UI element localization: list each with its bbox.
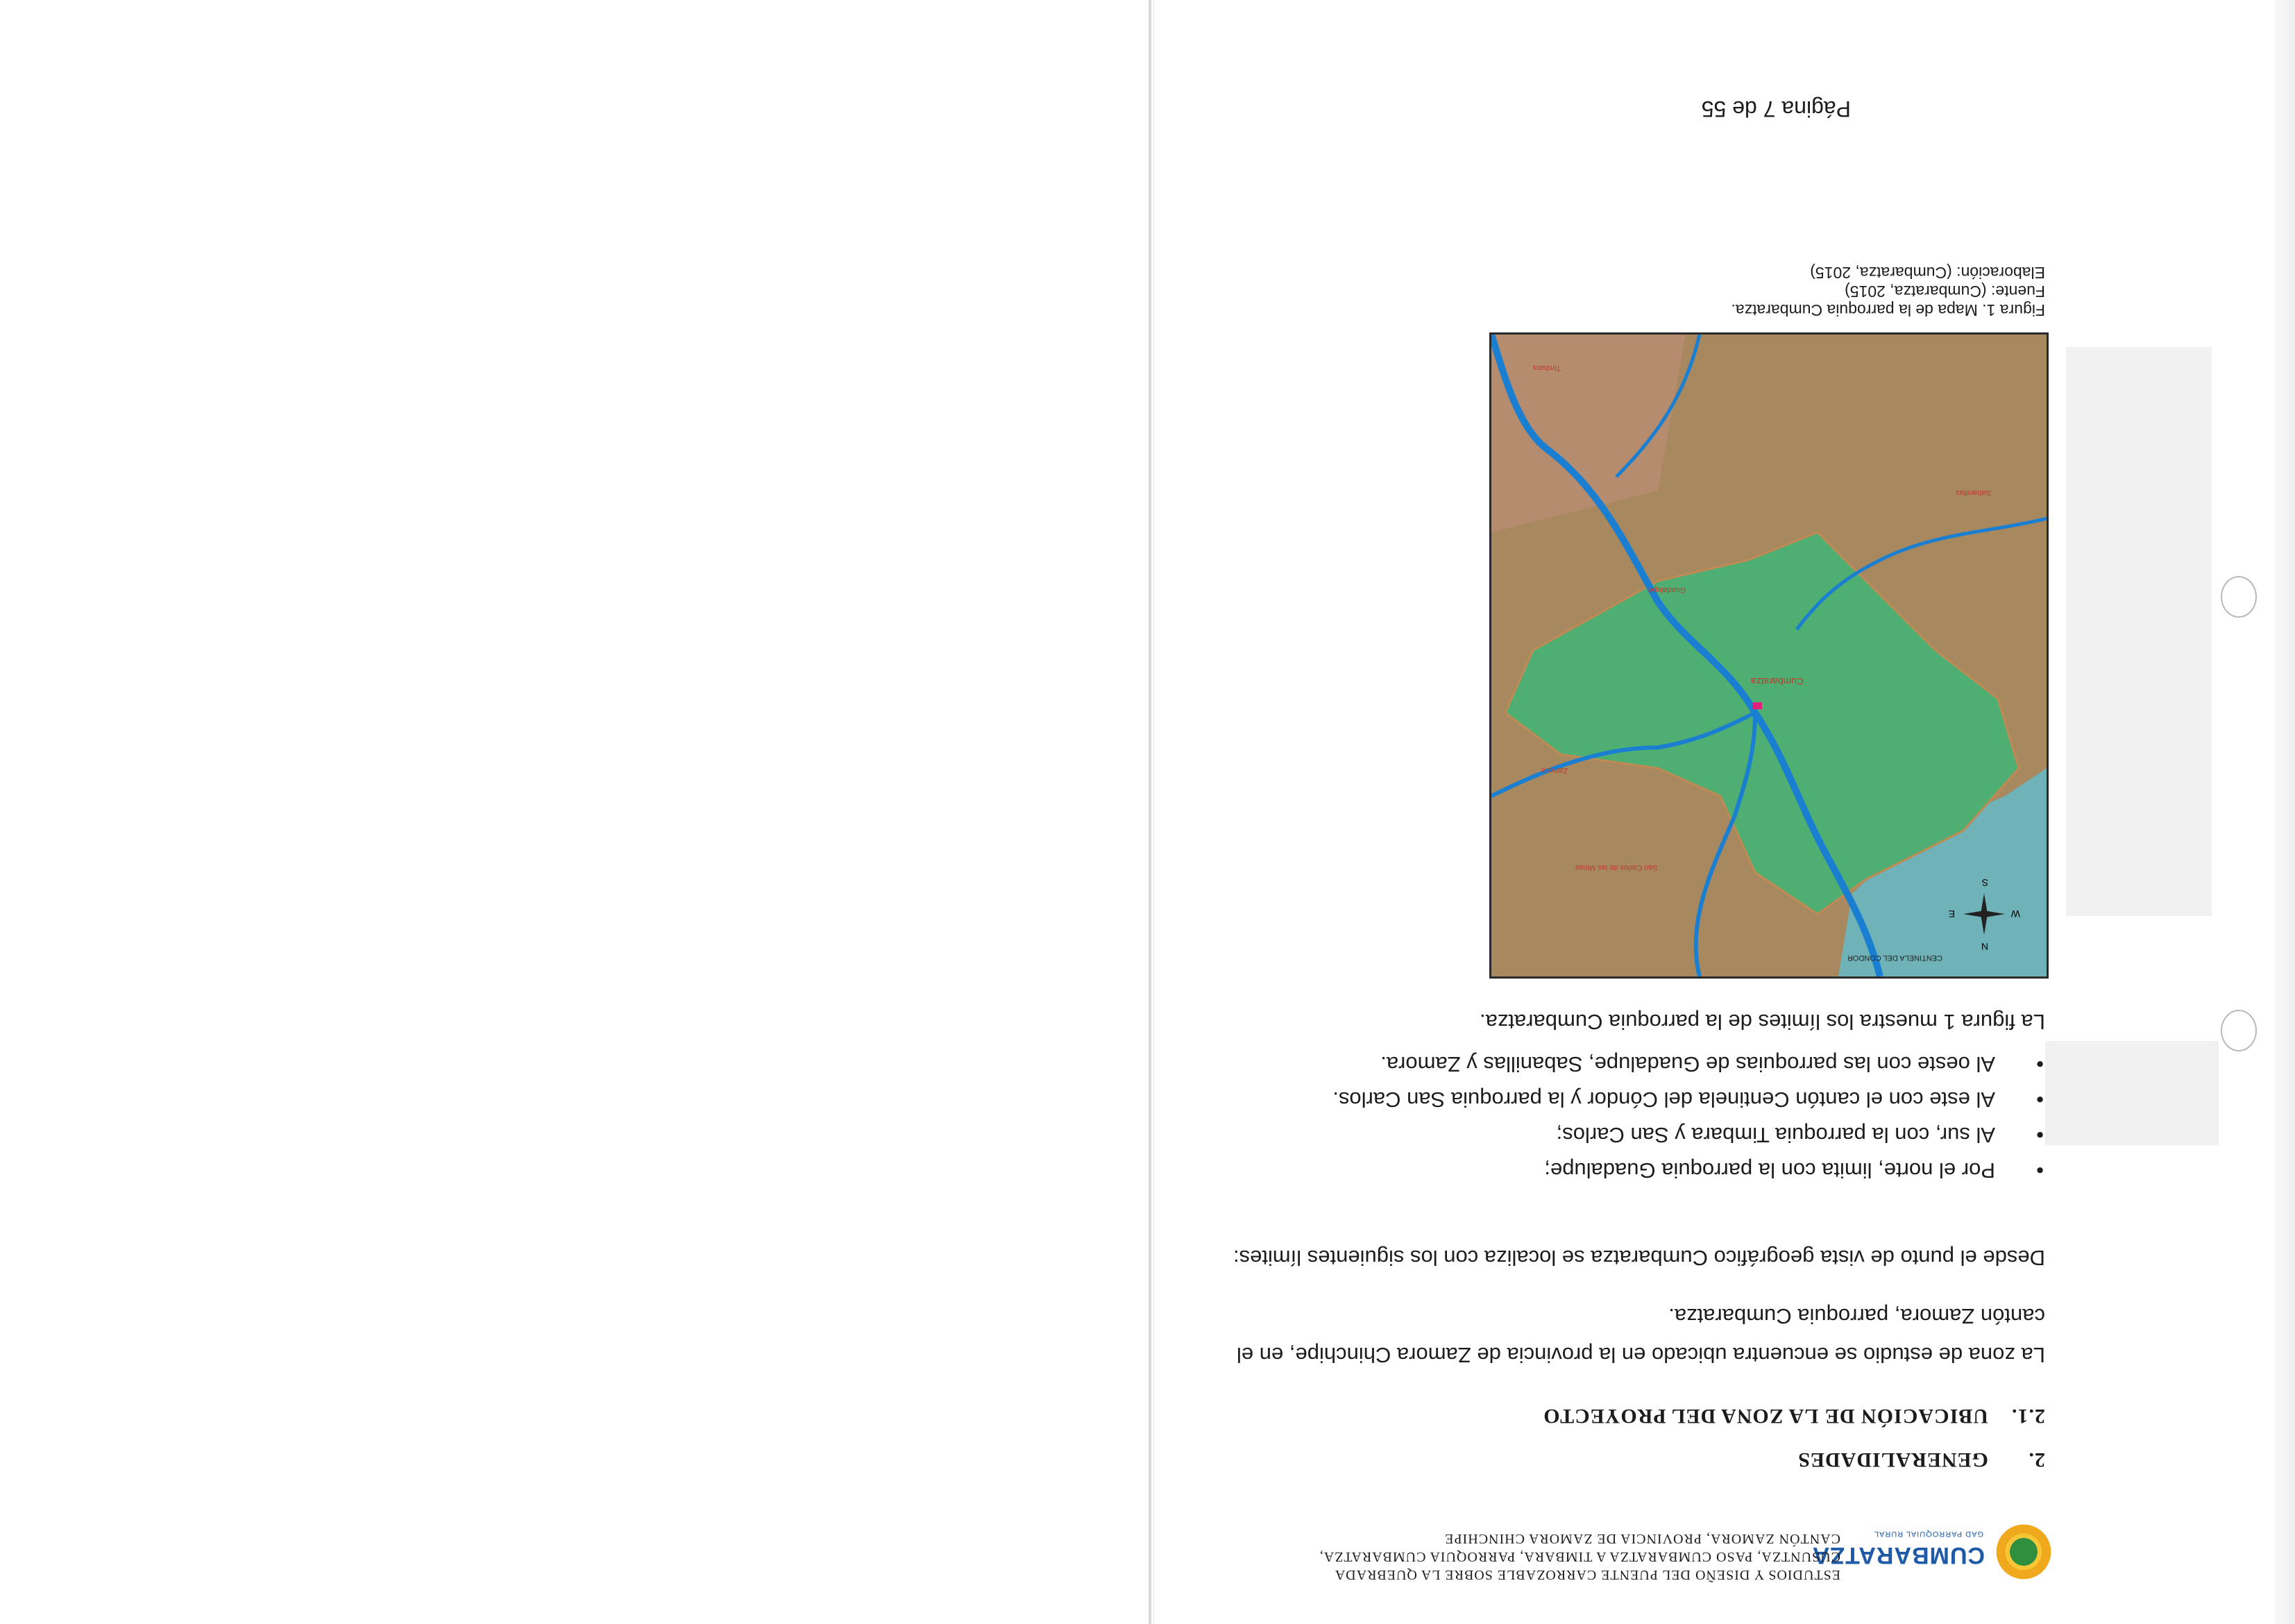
page-number: Página 7 de 55 bbox=[1701, 96, 1851, 121]
subsection-heading bbox=[1543, 1404, 2045, 1428]
project-title-line: ESTUDIOS Y DISEÑO DEL PUENTE CARROZABLE SOBRE LA QUEBRADA bbox=[1334, 1567, 1840, 1582]
figure-intro: La figura 1 muestra los límites de la parroquia Cumbaratza. bbox=[1479, 1010, 2045, 1034]
subsection-number: 2.1. bbox=[2011, 1405, 2045, 1428]
list-item: • Al este con el cantón Centinela del Cóndor y la parroquia San Carlos. bbox=[1212, 1082, 2045, 1117]
map-label-parish: Cumbaratza bbox=[1750, 676, 1804, 687]
bleed-through bbox=[2066, 347, 2212, 916]
compass-north: N bbox=[1981, 941, 1988, 952]
list-item: • Al oeste con las parroquias de Guadalupe, Sabanillas y Zamora. bbox=[1212, 1047, 2045, 1082]
project-title-line: CANTÓN ZAMORA, PROVINCIA DE ZAMORA CHINCHIPE bbox=[1444, 1531, 1840, 1546]
cumbaratza-logo bbox=[1811, 1499, 2063, 1596]
compass-south: S bbox=[1981, 877, 1988, 888]
map-graphic bbox=[1491, 335, 2047, 976]
caption-title: Figura 1. Mapa de la parroquia Cumbaratza. bbox=[1731, 301, 2045, 319]
paragraph-location: La zona de estudio se encuentra ubicado en la provincia de Zamora Chinchipe, en el cantón Zamora, parroquia Cumbaratza. bbox=[1237, 1304, 2045, 1367]
caption-source: Fuente: (Cumbaratza, 2015) bbox=[1845, 282, 2045, 301]
scanned-page bbox=[1155, 0, 2295, 1624]
sun-emblem-icon bbox=[1992, 1520, 2056, 1584]
parish-map bbox=[1489, 332, 2049, 979]
project-site-marker bbox=[1752, 702, 1762, 709]
map-label-neighbor: Timbara bbox=[1533, 364, 1561, 372]
compass-west: W bbox=[2010, 908, 2020, 920]
document-header bbox=[1319, 1492, 2063, 1596]
caption-elaboration: Elaboración: (Cumbaratza, 2015) bbox=[1810, 264, 2045, 282]
map-label-neighbor: San Carlos de las Minas bbox=[1575, 863, 1658, 872]
logo-name: CUMBARATZA bbox=[1811, 1542, 1985, 1568]
list-item: • Al sur, con la parroquia Timbara y San Carlos; bbox=[1212, 1117, 2045, 1153]
compass-east: E bbox=[1948, 908, 1955, 920]
logo-subtitle: GAD PARROQUIAL RURAL bbox=[1873, 1530, 1983, 1538]
limits-list bbox=[1212, 1047, 2045, 1188]
project-title-line: CUSUNTZA, PASO CUMBARATZA A TIMBARA, PARROQUIA CUMBARATZA, bbox=[1319, 1549, 1840, 1564]
page-spine-shadow bbox=[1153, 0, 1154, 1624]
map-label-neighbor: CENTINELA DEL CONDOR bbox=[1847, 954, 1942, 962]
section-number: 2. bbox=[2028, 1448, 2045, 1471]
section-heading bbox=[1797, 1448, 2045, 1471]
list-item: • Por el norte, limita con la parroquia Guadalupe; bbox=[1212, 1153, 2045, 1188]
paragraph-limits-intro: Desde el punto de vista geográfico Cumbaratza se localiza con los siguientes límites: bbox=[1233, 1246, 2045, 1270]
map-label-neighbor: Sabanillas bbox=[1956, 489, 1991, 497]
bleed-through bbox=[2045, 1041, 2219, 1145]
page-spine bbox=[1149, 0, 1151, 1624]
subsection-title: UBICACIÓN DE LA ZONA DEL PROYECTO bbox=[1543, 1405, 1988, 1428]
map-label-neighbor: Zamora bbox=[1541, 766, 1568, 775]
project-title bbox=[1319, 1530, 1840, 1584]
figure-caption bbox=[1731, 263, 2045, 319]
map-label-neighbor: Guadalupe bbox=[1648, 586, 1686, 594]
section-title: GENERALIDADES bbox=[1797, 1448, 1988, 1471]
